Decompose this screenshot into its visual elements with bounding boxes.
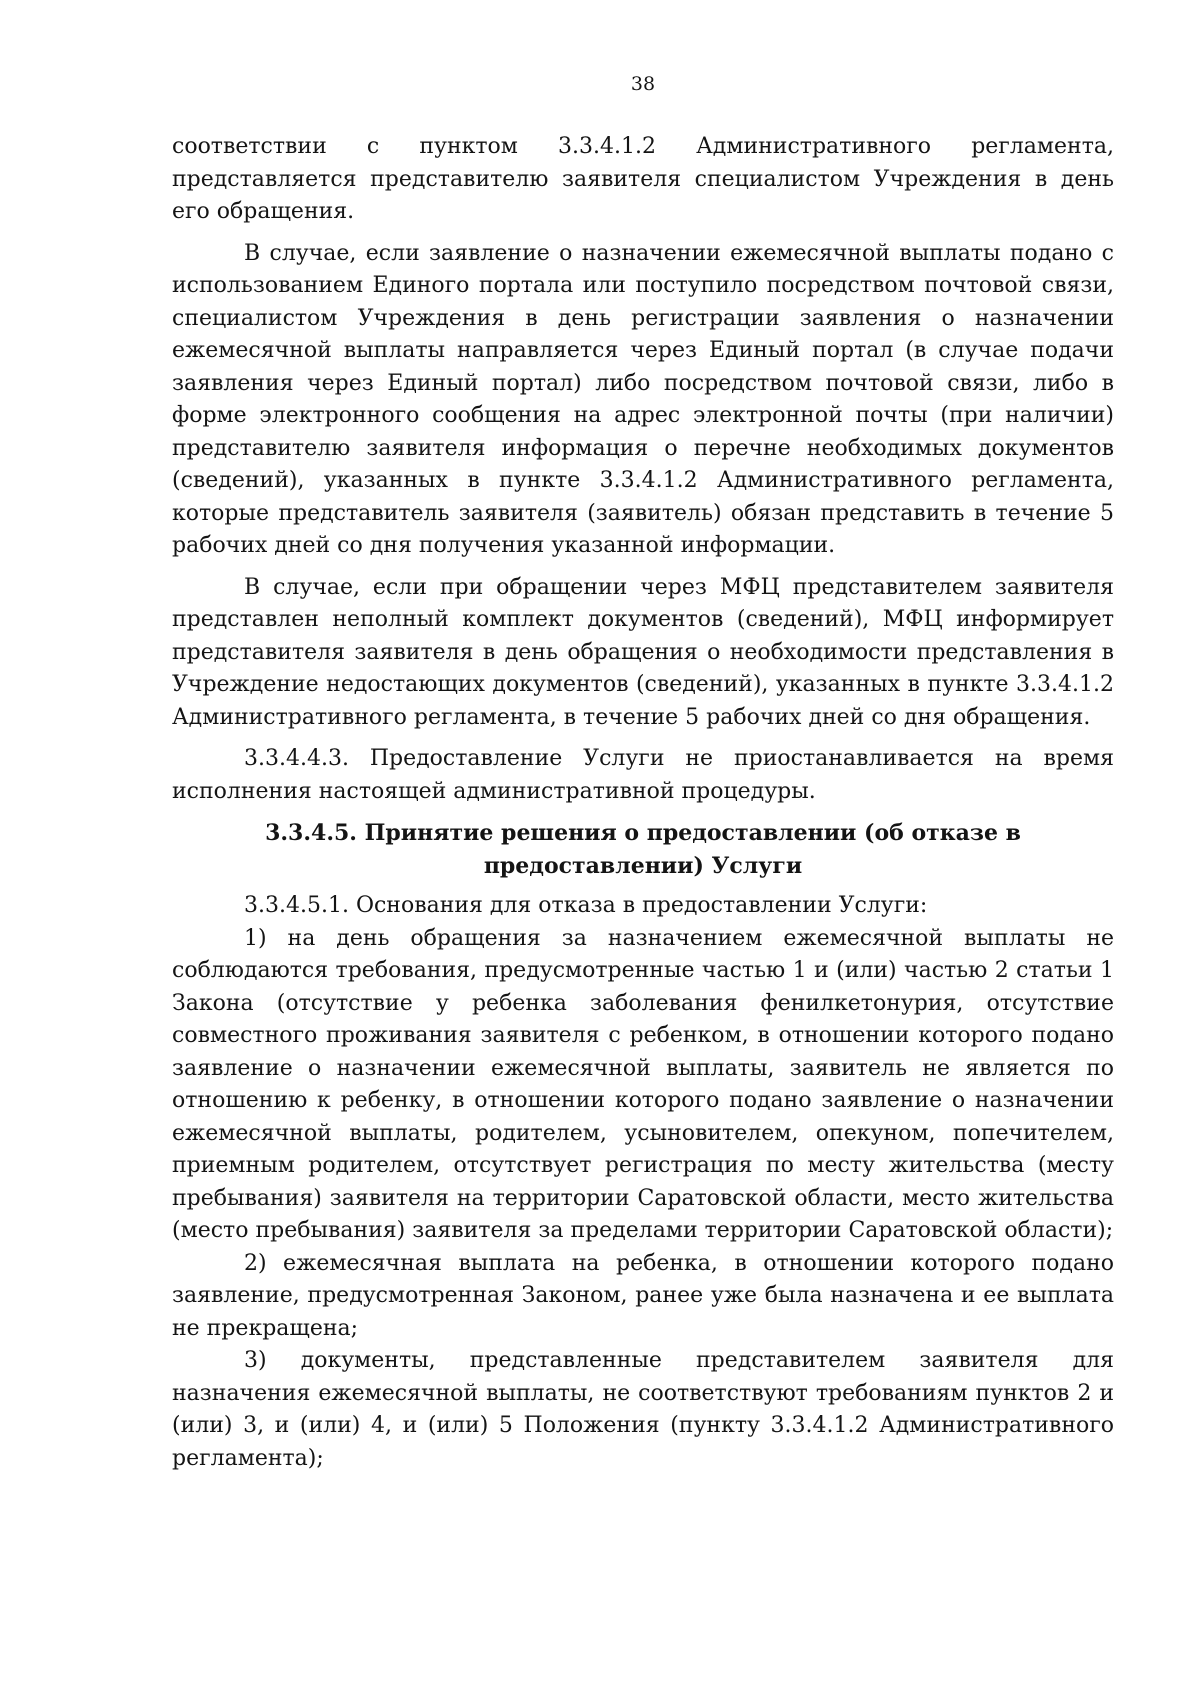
list-item-3: 3) документы, представленные представителем заявителя для назначения ежемесячной выплаты, не соответствуют требованиям пунктов 2 и (или) 3, и (или) 4, и (или) 5 Положения (пункту 3.3.4.1.2 Административного регламента); xyxy=(172,1348,1114,1471)
paragraph-portal-notice: В случае, если заявление о назначении ежемесячной выплаты подано с использованием Единого портала или поступило посредством почтовой связи, специалистом Учреждения в день регистрации заявления о назначении ежемесячной выплаты направляется через Единый портал (в случае подачи заявления через Единый портал) либо посредством почтовой связи, либо в форме электронного сообщения на адрес электронной почты (при наличии) представителю заявителя информация о перечне необходимых документов (сведений), указанных в пункте 3.3.4.1.2 Административного регламента, которые представитель заявителя (заявитель) обязан представить в течение 5 рабочих дней со дня получения указанной информации. xyxy=(172,240,1114,558)
page-number: 38 xyxy=(630,73,656,95)
list-item-1: 1) на день обращения за назначением ежемесячной выплаты не соблюдаются требования, предусмотренные частью 1 и (или) частью 2 статьи 1 Закона (отсутствие у ребенка заболевания фенилкетонурия, отсутствие совместного проживания заявителя с ребенком, в отношении которого подано заявление о назначении ежемесячной выплаты, заявитель не является по отношению к ребенку, в отношении которого подано заявление о назначении ежемесячной выплаты, родителем, усыновителем, опекуном, попечителем, приемным родителем, отсутствует регистрация по месту жительства (месту пребывания) заявителя на территории Саратовской области, место жительства (место пребывания) заявителя за пределами территории Саратовской области); xyxy=(172,925,1114,1243)
paragraph-mfc-notice: В случае, если при обращении через МФЦ представителем заявителя представлен неполный комплект документов (сведений), МФЦ информирует представителя заявителя в день обращения о необходимости представления в Учреждение недостающих документов (сведений), указанных в пункте 3.3.4.1.2 Административного регламента, в течение 5 рабочих дней со дня обращения. xyxy=(172,574,1114,730)
list-item-2: 2) ежемесячная выплата на ребенка, в отношении которого подано заявление, предусмотренная Законом, ранее уже была назначена и ее выплата не прекращена; xyxy=(172,1250,1114,1341)
paragraph-continuation: соответствии с пунктом 3.3.4.1.2 Административного регламента, представляется представителю заявителя специалистом Учреждения в день его обращения. xyxy=(172,134,1114,224)
paragraph-3-3-4-5-1: 3.3.4.5.1. Основания для отказа в предоставлении Услуги: xyxy=(244,893,928,918)
paragraph-3-3-4-4-3: 3.3.4.4.3. Предоставление Услуги не приостанавливается на время исполнения настоящей административной процедуры. xyxy=(172,746,1114,804)
section-heading: 3.3.4.5. Принятие решения о предоставлении (об отказе в предоставлении) Услуги xyxy=(265,820,1021,879)
